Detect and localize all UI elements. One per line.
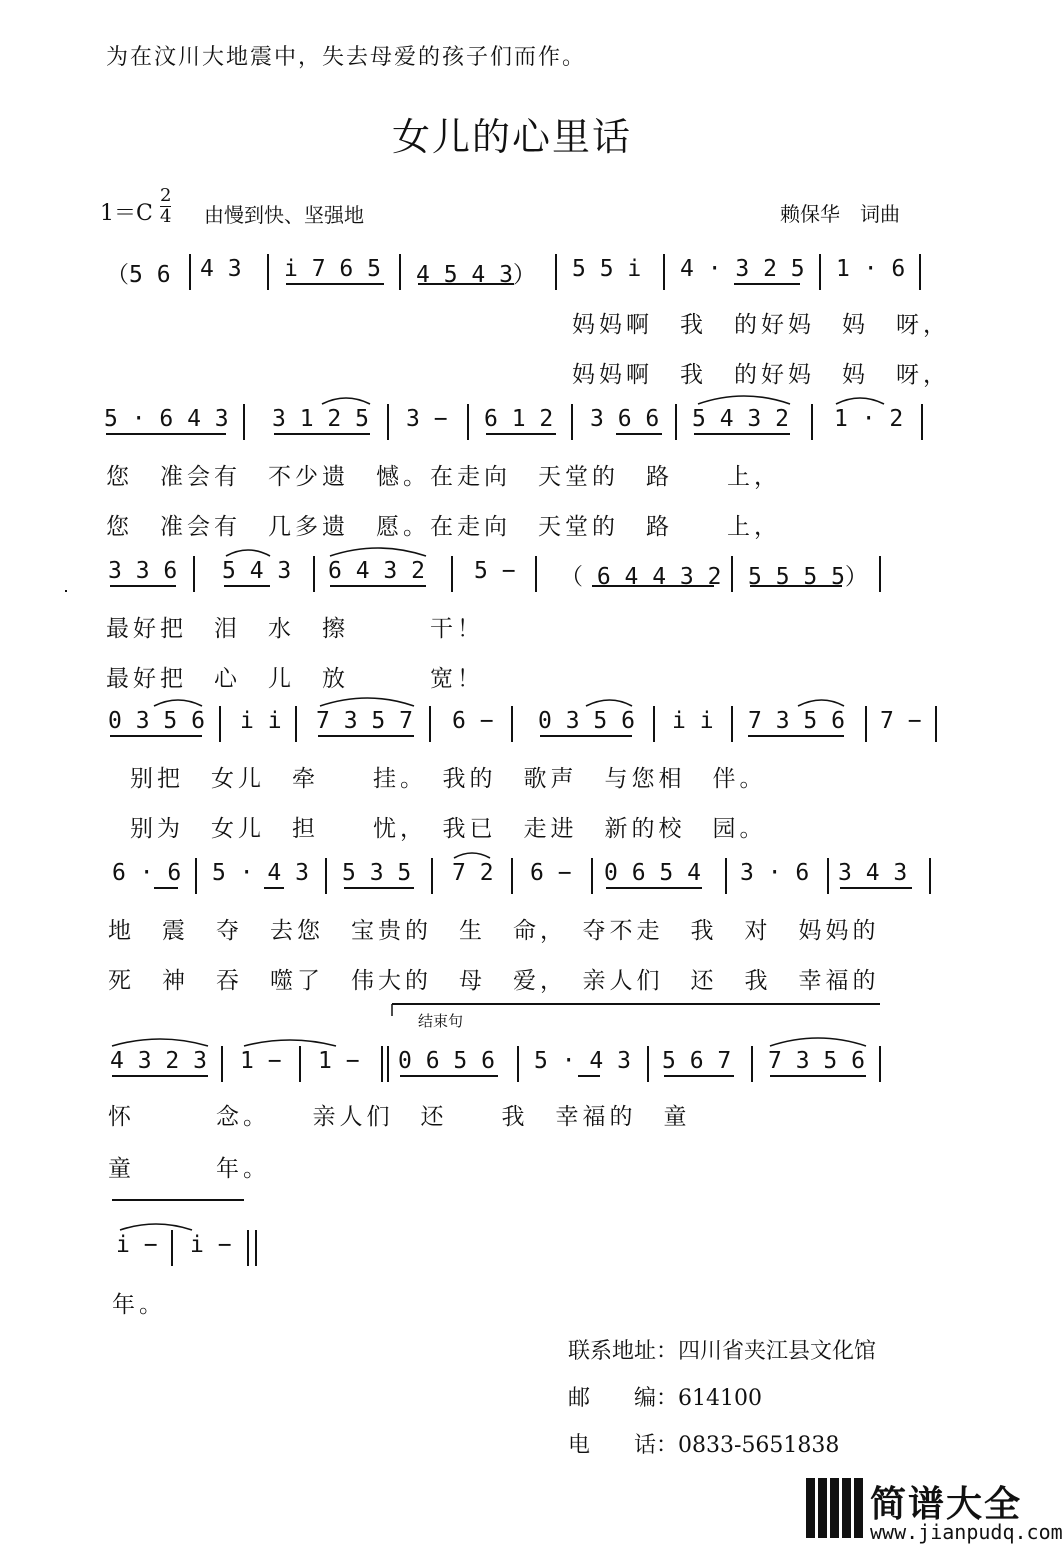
measure-notes: 0 6 5 4 (604, 860, 701, 886)
measure-notes: 7 3 5 6 (748, 708, 845, 734)
address-value: 四川省夹江县文化馆 (678, 1339, 877, 1364)
lyric-line: 您 准会有 不少遗 憾。在走向 天堂的 路 上， (106, 464, 781, 490)
phone-label: 电 话： (568, 1433, 679, 1458)
measure-notes: 1 · 2 (834, 406, 904, 432)
lyric-line: 死 神 吞 噬了 伟大的 母 爱， 亲人们 还 我 幸福的 (108, 968, 880, 994)
author-credit: 赖保华 词曲 (780, 202, 900, 226)
measure-notes: 4 5 4 3） (416, 262, 536, 288)
song-title: 女儿的心里话 (391, 115, 632, 159)
measure-notes: 7 3 5 6 (768, 1048, 865, 1074)
measure-notes: 1 − (318, 1048, 360, 1074)
measure-notes: 5 · 6 4 3 (104, 406, 229, 432)
lyric-line: 怀 念。 亲人们 还 我 幸福的 童 (108, 1104, 691, 1130)
measure-notes: （ 6 4 4 3 2 (560, 564, 722, 590)
measure-notes: 7 2 (452, 860, 494, 886)
measure-notes: 5 5 i (572, 256, 642, 282)
lyric-line: 妈妈啊 我 的好妈 妈 呀， (572, 362, 950, 388)
measure-notes: 5 · 4 3 (534, 1048, 631, 1074)
measure-notes: 3 4 3 (838, 860, 908, 886)
logo-url[interactable]: www.jianpudq.com (870, 1520, 1063, 1544)
measure-notes: 1 − (240, 1048, 282, 1074)
lyric-line: 您 准会有 几多遗 愿。在走向 天堂的 路 上， (106, 514, 781, 540)
measure-notes: 4 3 (200, 256, 242, 282)
measure-notes: i 7 6 5 (284, 256, 381, 282)
measure-notes: 5 − (474, 558, 516, 584)
lyric-line: 别把 女儿 牵 挂。 我的 歌声 与您相 伴。 (130, 766, 767, 792)
measure-notes: 6 − (452, 708, 494, 734)
measure-notes: 7 3 5 7 (316, 708, 413, 734)
measure-notes: i − (116, 1232, 158, 1258)
measure-notes: 5 4 3 2 (692, 406, 789, 432)
lyric-line: 别为 女儿 担 忧， 我已 走进 新的校 园。 (130, 816, 767, 842)
measure-notes: 6 − (530, 860, 572, 886)
time-signature-top: 2 (160, 185, 172, 206)
tempo-marking: 由慢到快、坚强地 (204, 203, 364, 227)
ending-label: 结束句 (418, 1012, 464, 1030)
measure-notes: 3 − (406, 406, 448, 432)
measure-notes: 5 4 3 (222, 558, 292, 584)
measure-notes: i i (240, 708, 282, 734)
site-logo[interactable] (800, 1476, 1063, 1545)
measure-notes: 5 5 5 5） (748, 564, 868, 590)
measure-notes: 5 3 5 (342, 860, 412, 886)
lyric-line: 童 年。 (108, 1156, 270, 1182)
measure-notes: 6 4 3 2 (328, 558, 425, 584)
address-row (568, 1334, 876, 1365)
measure-notes: 5 6 7 (662, 1048, 732, 1074)
dedication: 为在汶川大地震中，失去母爱的孩子们而作。 (106, 45, 587, 70)
postcode-row (568, 1381, 762, 1412)
measure-notes: 1 · 6 (836, 256, 906, 282)
measure-notes: 3 1 2 5 (272, 406, 369, 432)
measure-notes: 4 · 3 2 5 (680, 256, 805, 282)
measure-notes: 0 6 5 6 (398, 1048, 495, 1074)
phone-value: 0833-5651838 (678, 1433, 840, 1458)
piano-keys-icon (806, 1478, 862, 1538)
lyric-line: 最好把 泪 水 擦 干！ (106, 616, 484, 642)
postcode-label: 邮 编： (568, 1386, 679, 1411)
measure-notes: i − (190, 1232, 232, 1258)
measure-notes: 7 − (880, 708, 922, 734)
measure-notes: 4 3 2 3 (110, 1048, 207, 1074)
measure-notes: （5 6 (106, 262, 171, 288)
lyric-line: 妈妈啊 我 的好妈 妈 呀， (572, 312, 950, 338)
measure-notes: 0 3 5 6 (108, 708, 205, 734)
measure-notes: 5 · 4 3 (212, 860, 309, 886)
lyric-line: 地 震 夺 去您 宝贵的 生 命， 夺不走 我 对 妈妈的 (108, 918, 880, 944)
lyric-line: 年。 (112, 1292, 166, 1318)
measure-notes: 6 · 6 (112, 860, 182, 886)
measure-notes: 3 6 6 (590, 406, 660, 432)
phone-row (568, 1428, 839, 1459)
time-signature-bottom: 4 (160, 206, 172, 227)
key-signature: 1＝C (100, 201, 153, 226)
lyric-line: 最好把 心 儿 放 宽！ (106, 666, 484, 692)
address-label: 联系地址： (568, 1339, 679, 1364)
postcode-value: 614100 (678, 1386, 762, 1411)
measure-notes: 0 3 5 6 (538, 708, 635, 734)
measure-notes: 3 3 6 (108, 558, 178, 584)
measure-notes: 3 · 6 (740, 860, 810, 886)
measure-notes: i i (672, 708, 714, 734)
measure-notes: 6 1 2 (484, 406, 554, 432)
logo-text: 简谱大全 (870, 1484, 1023, 1525)
